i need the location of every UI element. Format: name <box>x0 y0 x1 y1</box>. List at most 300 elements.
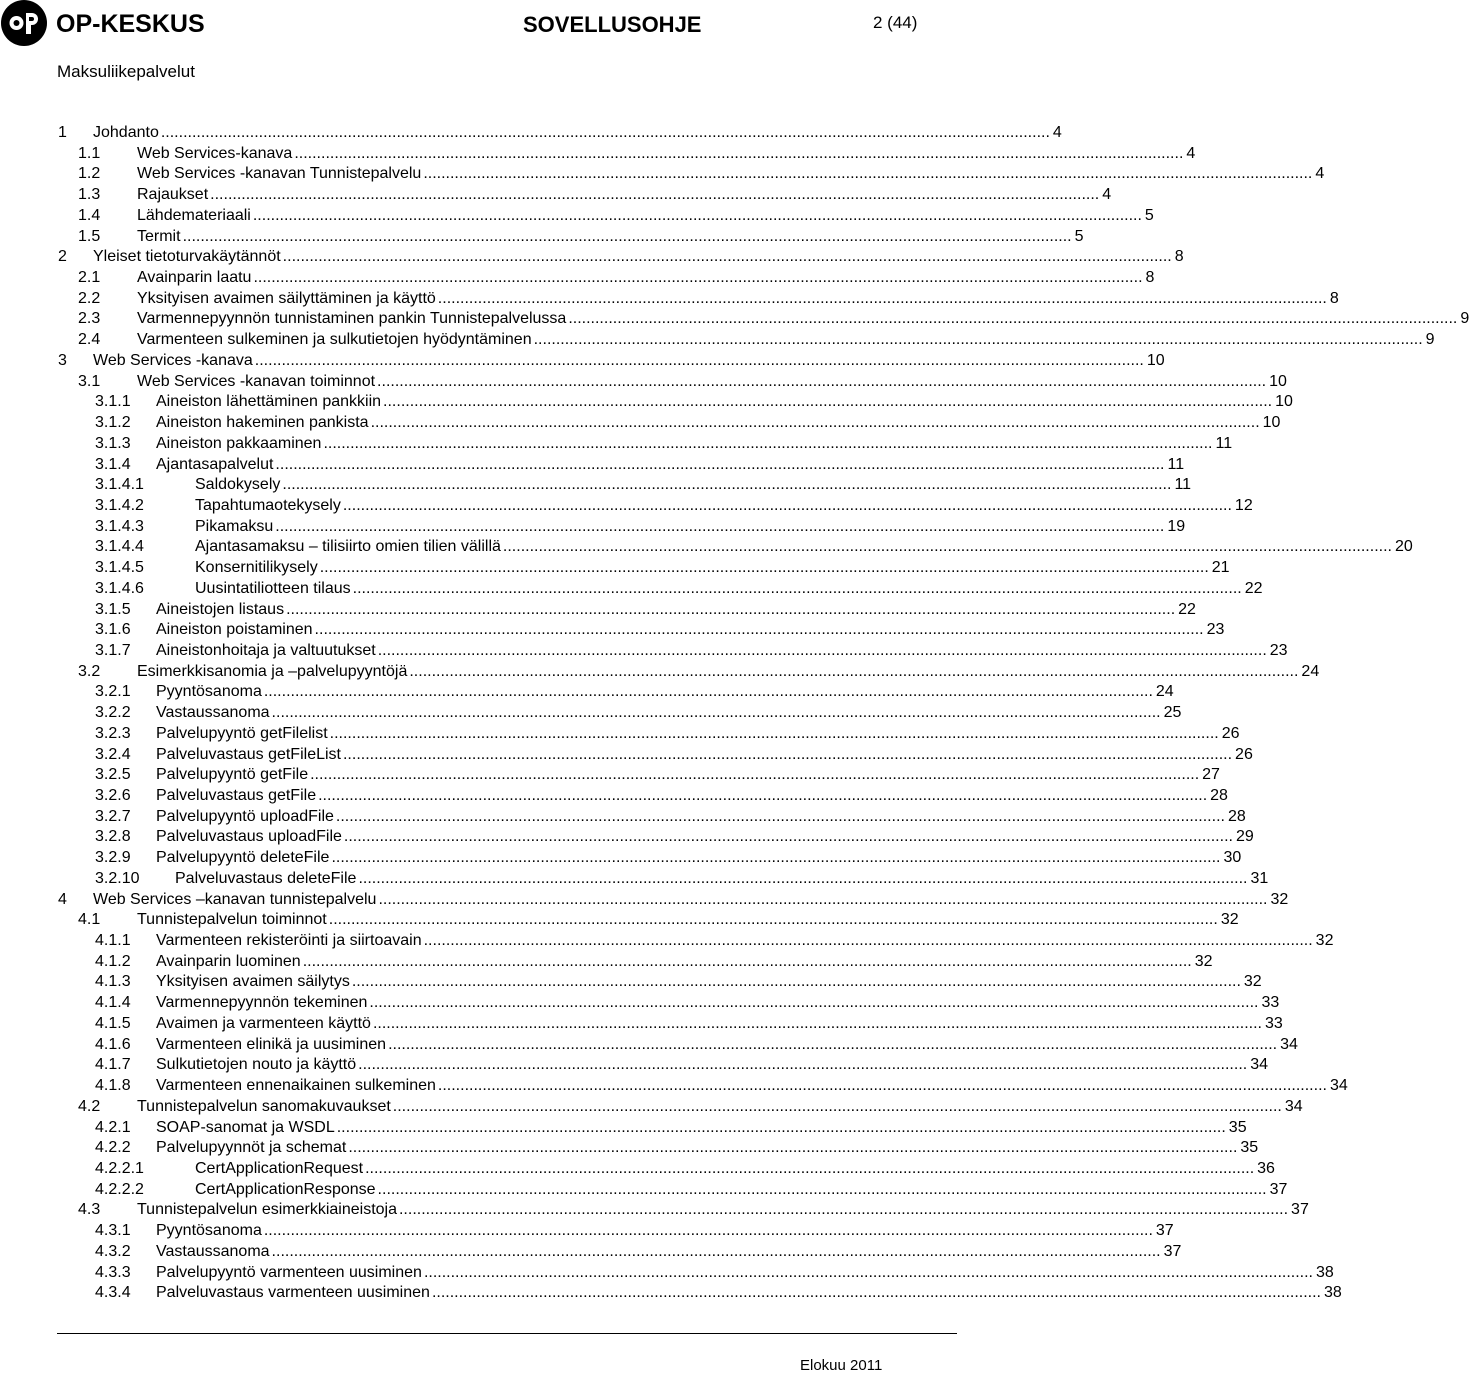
toc-entry[interactable] <box>58 206 1154 227</box>
toc-entry-title: Rajaukset <box>137 185 210 206</box>
toc-entry-leader <box>156 807 1246 828</box>
toc-entry-number: 4.1.8 <box>95 1077 131 1095</box>
toc-entry-title: Pikamaksu <box>195 517 275 538</box>
toc-entry-leader <box>156 952 1213 973</box>
toc-entry[interactable] <box>58 1014 1283 1035</box>
toc-entry[interactable] <box>58 475 1192 496</box>
toc-entry-leader <box>137 309 1469 330</box>
toc-entry-page: 34 <box>1277 1035 1298 1056</box>
toc-entry[interactable] <box>58 164 1325 185</box>
toc-entry-title: Termit <box>137 227 183 248</box>
toc-entry-page: 4 <box>1312 164 1324 185</box>
toc-entry-leader <box>156 972 1262 993</box>
toc-entry-page: 28 <box>1207 786 1228 807</box>
toc-entry-leader <box>195 1180 1288 1201</box>
toc-entry-title: Pyyntösanoma <box>156 682 264 703</box>
toc-entry[interactable] <box>58 1159 1275 1180</box>
toc-entry-leader <box>156 682 1174 703</box>
toc-entry[interactable] <box>58 413 1281 434</box>
toc-entry-number: 4.1.5 <box>95 1014 131 1032</box>
toc-entry-leader <box>195 537 1413 558</box>
toc-entry-title: Tunnistepalvelun esimerkkiaineistoja <box>137 1200 399 1221</box>
toc-entry[interactable] <box>58 724 1240 745</box>
toc-dot-leader: ........................................................................................................................................................................................................ <box>398 1201 1289 1219</box>
toc-entry-number: 3 <box>58 351 67 369</box>
toc-dot-leader: ........................................................................................................................................................................................................ <box>431 1284 1321 1302</box>
toc-entry-page: 4 <box>1183 144 1195 165</box>
toc-entry[interactable] <box>58 890 1289 911</box>
toc-entry-leader <box>156 1055 1268 1076</box>
toc-entry-title: Palvelupyyntö getFilelist <box>156 724 330 745</box>
toc-entry[interactable] <box>58 1097 1303 1118</box>
toc-dot-leader: ........................................................................................................................................................................................................ <box>302 952 1192 970</box>
toc-entry-leader <box>156 413 1281 434</box>
toc-entry-leader <box>137 289 1339 310</box>
toc-entry-number: 3.2.7 <box>95 807 131 825</box>
toc-entry-number: 3.2.3 <box>95 724 131 742</box>
toc-entry-title: SOAP-sanomat ja WSDL <box>156 1118 337 1139</box>
toc-entry-number: 4.1.7 <box>95 1056 131 1074</box>
toc-entry-number: 2 <box>58 248 67 266</box>
toc-dot-leader: ........................................................................................................................................................................................................ <box>423 1263 1313 1281</box>
toc-entry-leader <box>93 351 1165 372</box>
toc-entry-title: Varmenteen rekisteröinti ja siirtoavain <box>156 931 424 952</box>
toc-entry-number: 1 <box>58 124 67 141</box>
toc-entry[interactable] <box>58 972 1262 993</box>
toc-entry[interactable] <box>58 247 1184 268</box>
toc-entry[interactable] <box>58 309 1469 330</box>
toc-entry-page: 23 <box>1267 641 1288 662</box>
toc-entry[interactable] <box>58 807 1246 828</box>
toc-dot-leader: ........................................................................................................................................................................................................ <box>377 641 1267 659</box>
toc-entry-leader <box>156 993 1280 1014</box>
toc-dot-leader: ........................................................................................................................................................................................................ <box>348 1139 1238 1157</box>
toc-dot-leader: ........................................................................................................................................................................................................ <box>343 828 1233 846</box>
toc-entry-title: Avainparin luominen <box>156 952 303 973</box>
toc-entry-leader <box>195 496 1253 517</box>
toc-entry-title: Palveluvastaus uploadFile <box>156 827 344 848</box>
toc-entry-leader <box>137 330 1435 351</box>
toc-entry-title: Palvelupyyntö uploadFile <box>156 807 336 828</box>
toc-entry-leader <box>156 724 1240 745</box>
toc-dot-leader: ........................................................................................................................................................................................................ <box>358 869 1248 887</box>
toc-dot-leader: ........................................................................................................................................................................................................ <box>352 579 1242 597</box>
toc-entry[interactable] <box>58 1283 1342 1304</box>
toc-entry[interactable] <box>58 703 1182 724</box>
toc-entry-leader <box>156 434 1233 455</box>
toc-entry-number: 3.1.1 <box>95 393 131 411</box>
toc-entry-page: 20 <box>1392 537 1413 558</box>
toc-entry-number: 3.1.4.2 <box>95 496 144 514</box>
toc-entry-title: Palveluvastaus deleteFile <box>175 869 358 890</box>
toc-dot-leader: ........................................................................................................................................................................................................ <box>533 331 1423 349</box>
toc-entry[interactable] <box>58 1200 1309 1221</box>
toc-entry-number: 3.1.2 <box>95 414 131 432</box>
toc-entry-page: 23 <box>1204 620 1225 641</box>
toc-entry-leader <box>156 827 1254 848</box>
toc-dot-leader: ........................................................................................................................................................................................................ <box>314 621 1204 639</box>
toc-entry-number: 4.2.2 <box>95 1139 131 1157</box>
toc-entry[interactable] <box>58 289 1339 310</box>
toc-entry-leader <box>156 1263 1334 1284</box>
toc-entry-page: 32 <box>1241 972 1262 993</box>
toc-dot-leader: ........................................................................................................................................................................................................ <box>329 724 1219 742</box>
toc-entry-title: Aineiston lähettäminen pankkiin <box>156 392 383 413</box>
toc-entry-number: 2.2 <box>78 289 101 307</box>
toc-entry[interactable] <box>58 931 1334 952</box>
toc-entry[interactable] <box>58 330 1435 351</box>
toc-entry-title: Varmennepyynnön tekeminen <box>156 993 369 1014</box>
toc-entry-page: 27 <box>1199 765 1220 786</box>
toc-entry-title: Johdanto <box>93 123 161 144</box>
toc-entry[interactable] <box>58 392 1293 413</box>
toc-entry[interactable] <box>58 1221 1174 1242</box>
toc-entry-number: 4 <box>58 890 67 908</box>
toc-dot-leader: ........................................................................................................................................................................................................ <box>388 1035 1278 1053</box>
toc-dot-leader: ........................................................................................................................................................................................................ <box>282 476 1172 494</box>
toc-entry[interactable] <box>58 827 1254 848</box>
toc-dot-leader: ........................................................................................................................................................................................................ <box>286 600 1176 618</box>
toc-dot-leader: ........................................................................................................................................................................................................ <box>437 1077 1327 1095</box>
footer-date: Elokuu 2011 <box>800 1357 883 1374</box>
toc-entry-page: 33 <box>1262 1014 1283 1035</box>
toc-entry-title: Palveluvastaus getFile <box>156 786 318 807</box>
toc-entry-page: 24 <box>1298 662 1319 683</box>
toc-entry[interactable] <box>58 910 1239 931</box>
toc-entry[interactable] <box>58 993 1280 1014</box>
toc-entry-number: 4.2 <box>78 1097 101 1115</box>
toc-dot-leader: ........................................................................................................................................................................................................ <box>409 662 1299 680</box>
toc-entry-number: 4.1.6 <box>95 1035 131 1053</box>
toc-entry-title: Palvelupyyntö deleteFile <box>156 848 331 869</box>
toc-entry-page: 31 <box>1248 869 1269 890</box>
toc-entry-leader <box>93 247 1184 268</box>
toc-entry[interactable] <box>58 496 1253 517</box>
toc-entry-page: 29 <box>1233 827 1254 848</box>
toc-entry-title: Web Services –kanavan tunnistepalvelu <box>93 890 378 911</box>
toc-entry[interactable] <box>58 1035 1298 1056</box>
toc-entry[interactable] <box>58 351 1165 372</box>
toc-dot-leader: ........................................................................................................................................................................................................ <box>210 186 1100 204</box>
toc-entry-title: Tapahtumaotekysely <box>195 496 343 517</box>
toc-entry-leader <box>156 745 1253 766</box>
toc-entry-title: Aineistonhoitaja ja valtuutukset <box>156 641 378 662</box>
toc-entry[interactable] <box>58 1180 1288 1201</box>
toc-entry-number: 1.1 <box>78 144 101 162</box>
toc-entry-title: Vastaussanoma <box>156 703 272 724</box>
toc-entry-page: 5 <box>1142 206 1154 227</box>
toc-entry-title: Web Services-kanava <box>137 144 294 165</box>
toc-entry-page: 34 <box>1282 1097 1303 1118</box>
toc-dot-leader: ........................................................................................................................................................................................................ <box>335 807 1225 825</box>
brand-name: OP-KESKUS <box>56 10 205 38</box>
toc-dot-leader: ........................................................................................................................................................................................................ <box>253 269 1143 287</box>
toc-entry-title: Web Services -kanava <box>93 351 255 372</box>
toc-entry[interactable] <box>58 558 1230 579</box>
toc-entry-leader <box>156 786 1228 807</box>
toc-entry-title: Palvelupyynnöt ja schemat <box>156 1138 348 1159</box>
toc-entry-title: Lähdemateriaali <box>137 206 253 227</box>
toc-entry-title: Saldokysely <box>195 475 282 496</box>
toc-dot-leader: ........................................................................................................................................................................................................ <box>319 559 1209 577</box>
toc-entry-page: 37 <box>1161 1242 1182 1263</box>
toc-dot-leader: ........................................................................................................................................................................................................ <box>502 538 1392 556</box>
toc-dot-leader: ........................................................................................................................................................................................................ <box>369 994 1259 1012</box>
toc-entry[interactable] <box>58 600 1196 621</box>
toc-entry-page: 37 <box>1153 1221 1174 1242</box>
toc-entry[interactable] <box>58 1138 1259 1159</box>
toc-entry[interactable] <box>58 952 1213 973</box>
toc-dot-leader: ........................................................................................................................................................................................................ <box>331 849 1221 867</box>
toc-entry-page: 37 <box>1267 1180 1288 1201</box>
toc-entry-title: Palvelupyyntö getFile <box>156 765 310 786</box>
toc-entry[interactable] <box>58 372 1287 393</box>
toc-entry-leader <box>137 185 1112 206</box>
toc-dot-leader: ........................................................................................................................................................................................................ <box>392 1097 1282 1115</box>
toc-dot-leader: ........................................................................................................................................................................................................ <box>323 434 1213 452</box>
toc-dot-leader: ........................................................................................................................................................................................................ <box>365 1159 1255 1177</box>
toc-entry[interactable] <box>58 848 1242 869</box>
toc-entry-title: Palvelupyyntö varmenteen uusiminen <box>156 1263 424 1284</box>
toc-dot-leader: ........................................................................................................................................................................................................ <box>372 1014 1262 1032</box>
toc-dot-leader: ........................................................................................................................................................................................................ <box>377 1180 1267 1198</box>
toc-entry-page: 10 <box>1272 392 1293 413</box>
toc-entry-number: 3.2 <box>78 662 101 680</box>
toc-entry-title: Konsernitilikysely <box>195 558 320 579</box>
page-header <box>0 0 960 100</box>
toc-entry-leader <box>175 869 1269 890</box>
toc-entry-leader <box>156 1035 1298 1056</box>
toc-entry-number: 3.1.5 <box>95 600 131 618</box>
toc-dot-leader: ........................................................................................................................................................................................................ <box>568 310 1458 328</box>
footer-divider <box>57 1333 957 1334</box>
toc-dot-leader: ........................................................................................................................................................................................................ <box>377 372 1267 390</box>
toc-entry-page: 38 <box>1321 1283 1342 1304</box>
toc-entry-page: 4 <box>1099 185 1111 206</box>
toc-entry-number: 4.2.1 <box>95 1118 131 1136</box>
toc-entry-page: 10 <box>1260 413 1281 434</box>
toc-entry-number: 2.4 <box>78 331 101 349</box>
document-subtitle: Maksuliikepalvelut <box>57 62 195 81</box>
toc-dot-leader: ........................................................................................................................................................................................................ <box>342 496 1232 514</box>
toc-entry-leader <box>195 517 1186 538</box>
toc-entry-leader <box>137 1097 1303 1118</box>
toc-entry-page: 8 <box>1172 247 1184 268</box>
toc-entry-number: 3.1.4.5 <box>95 559 144 577</box>
toc-entry-leader <box>156 1014 1283 1035</box>
toc-entry-title: Ajantasapalvelut <box>156 455 275 476</box>
toc-dot-leader: ........................................................................................................................................................................................................ <box>378 890 1268 908</box>
toc-entry-page: 11 <box>1171 475 1191 496</box>
toc-entry[interactable] <box>58 434 1233 455</box>
toc-entry-number: 4.1.4 <box>95 994 131 1012</box>
toc-dot-leader: ........................................................................................................................................................................................................ <box>310 766 1200 784</box>
toc-entry[interactable] <box>58 1076 1348 1097</box>
toc-entry-page: 38 <box>1313 1263 1334 1284</box>
toc-entry[interactable] <box>58 579 1263 600</box>
toc-dot-leader: ........................................................................................................................................................................................................ <box>351 973 1241 991</box>
toc-entry-number: 4.1 <box>78 911 101 929</box>
toc-entry-page: 32 <box>1192 952 1213 973</box>
toc-entry-page: 22 <box>1175 600 1196 621</box>
toc-entry[interactable] <box>58 144 1196 165</box>
toc-dot-leader: ........................................................................................................................................................................................................ <box>275 517 1165 535</box>
toc-entry-page: 33 <box>1258 993 1279 1014</box>
toc-entry[interactable] <box>58 786 1228 807</box>
toc-dot-leader: ........................................................................................................................................................................................................ <box>342 745 1233 763</box>
toc-entry-page: 8 <box>1327 289 1339 310</box>
op-logo-icon <box>1 0 47 46</box>
toc-dot-leader: ........................................................................................................................................................................................................ <box>182 227 1072 245</box>
toc-entry[interactable] <box>58 745 1253 766</box>
toc-entry-page: 22 <box>1242 579 1263 600</box>
toc-entry-title: Palveluvastaus varmenteen uusiminen <box>156 1283 432 1304</box>
toc-entry-number: 3.1.4.1 <box>95 476 144 494</box>
toc-entry-page: 26 <box>1232 745 1253 766</box>
toc-entry[interactable] <box>58 662 1320 683</box>
toc-entry-title: Avainparin laatu <box>137 268 253 289</box>
toc-entry[interactable] <box>58 682 1174 703</box>
toc-entry-number: 3.1.4.3 <box>95 517 144 535</box>
toc-entry[interactable] <box>58 123 1062 144</box>
toc-entry-leader <box>137 662 1320 683</box>
toc-entry[interactable] <box>58 1263 1334 1284</box>
toc-entry-number: 4.3.4 <box>95 1284 131 1302</box>
toc-entry-leader <box>93 123 1062 144</box>
toc-entry-leader <box>156 1138 1259 1159</box>
toc-entry-page: 28 <box>1225 807 1246 828</box>
toc-entry-leader <box>156 1283 1342 1304</box>
toc-entry-number: 4.2.2.1 <box>95 1159 144 1177</box>
toc-entry-title: Uusintatiliotteen tilaus <box>195 579 353 600</box>
toc-entry-page: 21 <box>1209 558 1230 579</box>
toc-entry-page: 9 <box>1457 309 1469 330</box>
toc-entry-title: Varmenteen elinikä ja uusiminen <box>156 1035 388 1056</box>
toc-entry-number: 3.1.4.4 <box>95 538 144 556</box>
toc-entry-number: 4.2.2.2 <box>95 1180 144 1198</box>
toc-entry[interactable] <box>58 1242 1182 1263</box>
toc-dot-leader: ........................................................................................................................................................................................................ <box>252 206 1142 224</box>
toc-entry[interactable] <box>58 869 1269 890</box>
toc-entry-leader <box>156 1118 1247 1139</box>
toc-entry-page: 34 <box>1247 1055 1268 1076</box>
toc-entry-leader <box>137 1200 1309 1221</box>
toc-dot-leader: ........................................................................................................................................................................................................ <box>263 683 1153 701</box>
toc-entry[interactable] <box>58 455 1185 476</box>
toc-entry-number: 4.1.3 <box>95 973 131 991</box>
toc-entry-leader <box>93 890 1289 911</box>
toc-entry-page: 10 <box>1266 372 1287 393</box>
toc-entry[interactable] <box>58 1118 1247 1139</box>
toc-entry-number: 4.3.2 <box>95 1242 131 1260</box>
toc-entry-leader <box>156 455 1185 476</box>
toc-entry-title: Yksityisen avaimen säilytys <box>156 972 352 993</box>
page-number: 2 (44) <box>873 13 918 32</box>
toc-entry-title: Varmenteen sulkeminen ja sulkutietojen hyödyntäminen <box>137 330 534 351</box>
toc-entry-title: Web Services -kanavan toiminnot <box>137 372 377 393</box>
toc-entry-number: 3.1.7 <box>95 641 131 659</box>
toc-entry-page: 32 <box>1268 890 1289 911</box>
table-of-contents <box>58 123 1469 1304</box>
toc-entry[interactable] <box>58 620 1225 641</box>
toc-entry-leader <box>156 1242 1182 1263</box>
toc-entry-title: Varmenteen ennenaikainen sulkeminen <box>156 1076 438 1097</box>
toc-entry-number: 4.3.1 <box>95 1222 131 1240</box>
toc-entry-leader <box>137 268 1155 289</box>
toc-entry[interactable] <box>58 765 1220 786</box>
toc-entry-leader <box>137 372 1287 393</box>
toc-dot-leader: ........................................................................................................................................................................................................ <box>336 1118 1226 1136</box>
toc-dot-leader: ........................................................................................................................................................................................................ <box>383 393 1273 411</box>
toc-entry-number: 3.1.4 <box>95 455 131 473</box>
toc-entry-number: 4.3 <box>78 1201 101 1219</box>
toc-entry-title: Ajantasamaksu – tilisiirto omien tilien välillä <box>195 537 503 558</box>
toc-entry-page: 8 <box>1143 268 1155 289</box>
toc-entry-leader <box>156 765 1220 786</box>
toc-entry-number: 3.2.6 <box>95 787 131 804</box>
toc-dot-leader: ........................................................................................................................................................................................................ <box>358 1056 1248 1074</box>
toc-entry-title: Esimerkkisanomia ja –palvelupyyntöjä <box>137 662 409 683</box>
toc-entry[interactable] <box>58 1055 1268 1076</box>
toc-dot-leader: ........................................................................................................................................................................................................ <box>437 289 1327 307</box>
toc-entry-leader <box>156 848 1242 869</box>
toc-dot-leader: ........................................................................................................................................................................................................ <box>423 165 1313 183</box>
toc-entry-leader <box>195 475 1192 496</box>
toc-entry[interactable] <box>58 641 1288 662</box>
toc-entry-number: 3.1.3 <box>95 434 131 452</box>
toc-dot-leader: ........................................................................................................................................................................................................ <box>328 911 1218 929</box>
toc-dot-leader: ........................................................................................................................................................................................................ <box>370 414 1260 432</box>
toc-entry[interactable] <box>58 517 1186 538</box>
toc-entry-leader <box>156 1221 1174 1242</box>
toc-entry-page: 35 <box>1237 1138 1258 1159</box>
toc-entry-title: Tunnistepalvelun toiminnot <box>137 910 329 931</box>
toc-entry-leader <box>156 703 1182 724</box>
toc-entry-number: 4.1.2 <box>95 952 131 970</box>
toc-entry-page: 35 <box>1226 1118 1247 1139</box>
toc-entry-title: Sulkutietojen nouto ja käyttö <box>156 1055 358 1076</box>
toc-entry-leader <box>156 931 1334 952</box>
toc-entry-title: Aineistojen listaus <box>156 600 286 621</box>
toc-entry-number: 1.2 <box>78 165 101 183</box>
toc-entry-number: 4.3.3 <box>95 1263 131 1281</box>
toc-dot-leader: ........................................................................................................................................................................................................ <box>160 124 1050 141</box>
toc-entry[interactable] <box>58 227 1084 248</box>
toc-entry-number: 4.1.1 <box>95 932 131 950</box>
toc-entry-title: Pyyntösanoma <box>156 1221 264 1242</box>
toc-dot-leader: ........................................................................................................................................................................................................ <box>271 704 1161 722</box>
toc-entry-page: 12 <box>1232 496 1253 517</box>
toc-entry-page: 25 <box>1161 703 1182 724</box>
toc-entry-title: Web Services -kanavan Tunnistepalvelu <box>137 164 423 185</box>
toc-entry-number: 3.2.4 <box>95 745 131 763</box>
toc-entry-leader <box>137 144 1196 165</box>
toc-entry[interactable] <box>58 185 1112 206</box>
toc-entry-leader <box>156 641 1288 662</box>
toc-entry-title: Avaimen ja varmenteen käyttö <box>156 1014 373 1035</box>
toc-entry-page: 32 <box>1218 910 1239 931</box>
toc-entry[interactable] <box>58 537 1413 558</box>
toc-entry-leader <box>156 392 1293 413</box>
toc-entry-page: 36 <box>1254 1159 1275 1180</box>
toc-entry-leader <box>156 1076 1348 1097</box>
toc-entry-number: 3.2.1 <box>95 683 131 701</box>
toc-entry-number: 3.1 <box>78 372 101 390</box>
toc-entry-number: 1.4 <box>78 206 101 224</box>
toc-entry-leader <box>195 1159 1275 1180</box>
toc-entry[interactable] <box>58 268 1155 289</box>
toc-entry-title: CertApplicationRequest <box>195 1159 365 1180</box>
